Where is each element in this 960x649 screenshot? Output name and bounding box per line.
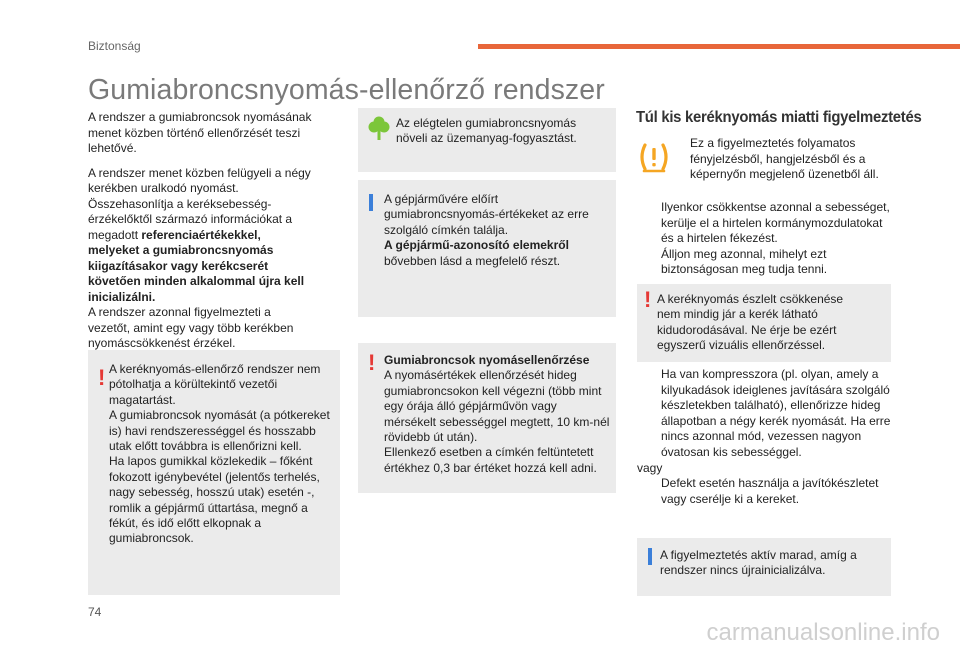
warning-exclamation-icon: ! <box>368 350 376 375</box>
low-pressure-heading: Túl kis keréknyomás miatti figyelmeztetés <box>636 109 922 126</box>
right-info-text: A figyelmeztetés aktív marad, amíg a rendszer nincs újrainicializálva. <box>660 548 857 578</box>
list-item <box>640 367 894 461</box>
info-see-more: bővebben lásd a megfelelő részt. <box>384 253 561 268</box>
reduce-speed-text: Ilyenkor csökkentse azonnal a sebességet, kerülje el a hirtelen kormánymozdulatokat és a hirtelen fékezést. <box>661 200 890 246</box>
header-rule <box>478 44 960 49</box>
reference-values-bold: referenciaértékekkel, melyeket a gumiabroncsnyomás kiigazításakor vagy kerékcserét követően minden alkalommal újra kell inicializálni. <box>88 227 305 304</box>
left-warning-text <box>109 362 335 547</box>
right-warning-box <box>637 284 891 362</box>
info-icon <box>369 194 373 211</box>
middle-warning-text <box>384 353 610 476</box>
warning-exclamation-icon: ! <box>98 365 106 390</box>
info-label-text: A gépjárművére előírt gumiabroncsnyomás-értékeket az erre szolgáló címkén találja. <box>384 192 589 237</box>
list-item <box>640 247 892 278</box>
pressure-check-text: A nyomásértékek ellenőrzését hideg gumiabroncsokon kell végezni (több mint egy órája álló gépjárművön vagy mérsékelt sebességgel megtett, 10 km-nél rövidebb út után). <box>384 368 610 445</box>
eco-box <box>358 108 616 172</box>
or-text: vagy <box>637 460 663 475</box>
tpms-warning-icon <box>636 140 672 176</box>
watermark: carmanualsonline.info <box>706 619 940 646</box>
action-list <box>640 200 892 278</box>
left-warning-box <box>88 350 340 595</box>
right-info-box <box>637 538 891 596</box>
warning-line-3: Ha lapos gumikkal közlekedik – főként fokozott igénybevétel (jelentős terhelés, nagy sebesség, hosszú utak) esetén -, romlik a gépjármű úttartása, megnő a fékút, és idő előtt elkopnak a gumiabroncsok. <box>109 454 320 546</box>
warning-line-1: A keréknyomás-ellenőrző rendszer nem pótolhatja a körültekintő vezetői magatartást. <box>109 362 321 407</box>
leaf-tree-icon <box>368 115 390 141</box>
middle-info-text <box>384 192 606 269</box>
pressure-adjust-text: Ellenkező esetben a címkén feltüntetett értékhez 0,3 bar értéket hozzá kell adni. <box>384 445 597 475</box>
monitoring-paragraph <box>88 166 314 306</box>
pressure-check-title: Gumiabroncsok nyomásellenőrzése <box>384 353 590 367</box>
intro-paragraph: A rendszer a gumiabroncsok nyomásának menet közben történő ellenőrzését teszi lehetővé. <box>88 110 312 155</box>
right-warning-text: A keréknyomás észlelt csökkenése nem mindig jár a kerék látható kidudorodásával. Ne érje be ezért egyszerű vizuális ellenőrzéssel. <box>657 292 844 353</box>
monitoring-text: A rendszer menet közben felügyeli a négy kerékben uralkodó nyomást. Összehasonlítja a keréksebesség-érzékelőktől származó információkat a megadott <box>88 165 311 242</box>
warning-line-2: A gumiabroncsok nyomását (a pótkereket is) havi rendszerességgel és hosszabb utak előtt továbbra is ellenőrizni kell. <box>109 408 330 454</box>
stop-safely-text: Álljon meg azonnal, mihelyt ezt biztonságosan meg tudja tenni. <box>661 246 828 277</box>
page-title: Gumiabroncsnyomás-ellenőrző rendszer <box>88 74 605 106</box>
section-label: Biztonság <box>88 39 141 53</box>
alert-paragraph: A rendszer azonnal figyelmezteti a vezetőt, amint egy vagy több kerékben nyomáscsökkenést érzékel. <box>88 305 294 350</box>
compressor-text: Ha van kompresszora (pl. olyan, amely a kilyukadások ideiglenes javítására szolgáló készletekben található), ellenőrizze hideg állapotban a négy kerék nyomását. Ha erre nincs azonnal mód, vezessen nagyon óvatosan kis sebességgel. <box>661 367 891 459</box>
middle-warning-box <box>358 343 616 493</box>
middle-info-box <box>358 180 616 317</box>
info-icon <box>648 548 652 565</box>
left-column <box>88 110 314 352</box>
warning-exclamation-icon: ! <box>644 287 652 312</box>
compressor-list <box>637 367 894 507</box>
info-vehicle-id-bold: A gépjármű-azonosító elemekről <box>384 238 569 253</box>
list-item <box>640 476 894 507</box>
warning-description: Ez a figyelmeztetés folyamatos fényjelzésből, hangjelzésből és a képernyőn megjelenő üzenetből áll. <box>690 136 879 181</box>
repair-kit-text: Defekt esetén használja a javítókészletet vagy cserélje ki a kereket. <box>661 476 879 506</box>
page-number: 74 <box>88 605 102 619</box>
eco-text: Az elégtelen gumiabroncsnyomás növeli az üzemanyag-fogyasztást. <box>396 116 577 146</box>
list-item <box>640 200 892 247</box>
